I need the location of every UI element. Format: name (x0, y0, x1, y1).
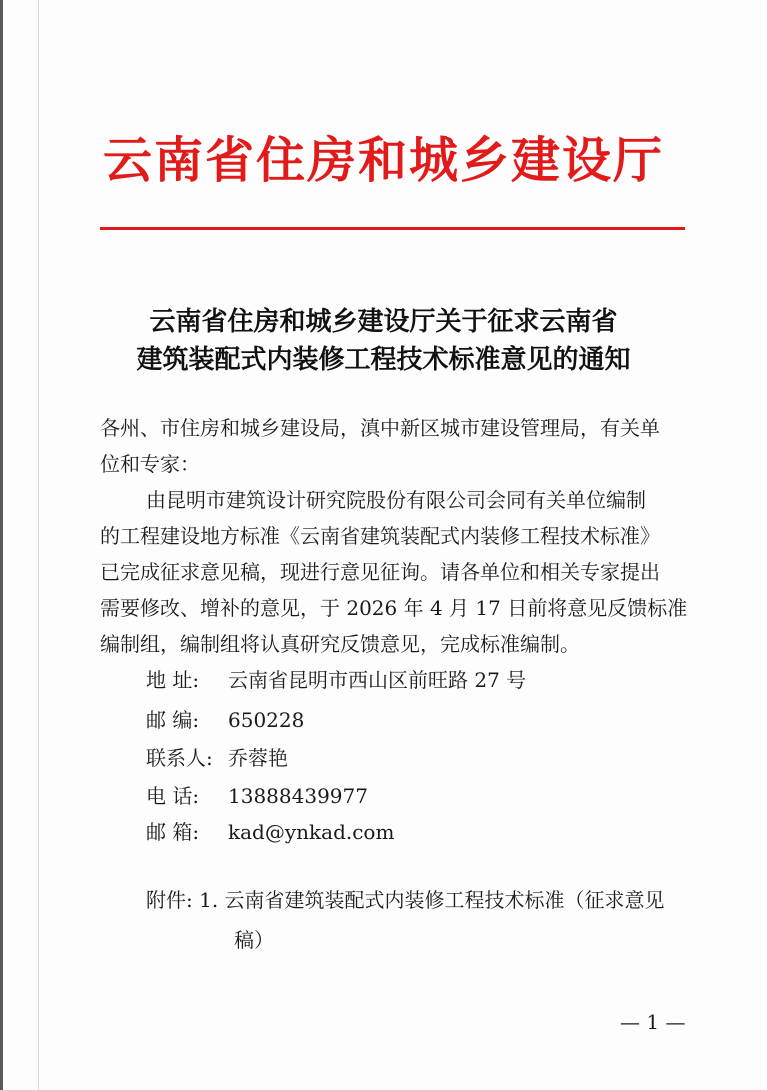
addressee-line-2: 位和专家： (100, 452, 200, 476)
contact-postcode-value: 650228 (228, 708, 305, 732)
attachment-line-2: 稿） (234, 928, 274, 952)
contact-postcode-label: 邮 编: (146, 708, 200, 732)
contact-person-value: 乔蓉艳 (228, 746, 288, 770)
contact-person-label: 联系人: (146, 746, 213, 770)
body-line-3: 已完成征求意见稿，现进行意见征询。请各单位和相关专家提出 (100, 560, 660, 584)
page-number: — 1 — (620, 1010, 686, 1034)
org-header-title: 云南省住房和城乡建设厅 (102, 131, 664, 189)
contact-postcode (146, 706, 304, 734)
attachment-line-1: 附件: 1. 云南省建筑装配式内装修工程技术标准（征求意见 (146, 888, 665, 912)
body-line-5: 编制组，编制组将认真研究反馈意见，完成标准编制。 (100, 632, 580, 656)
contact-phone-value: 13888439977 (228, 784, 368, 808)
contact-email-value: kad@ynkad.com (228, 820, 395, 844)
addressee-line-1: 各州、市住房和城乡建设局，滇中新区城市建设管理局，有关单 (100, 416, 660, 440)
contact-person (146, 744, 288, 772)
contact-address (146, 666, 526, 694)
body-line-4: 需要修改、增补的意见，于 2026 年 4 月 17 日前将意见反馈标准 (100, 596, 688, 620)
doc-title-line-1: 云南省住房和城乡建设厅关于征求云南省 (149, 307, 618, 337)
body-line-2: 的工程建设地方标准《云南省建筑装配式内装修工程技术标准》 (100, 524, 660, 548)
contact-email-label: 邮 箱: (146, 820, 200, 844)
contact-address-label: 地 址: (146, 668, 200, 692)
doc-title-line-2: 建筑装配式内装修工程技术标准意见的通知 (136, 345, 631, 375)
contact-email (146, 818, 394, 846)
contact-phone (146, 782, 368, 810)
body-line-1: 由昆明市建筑设计研究院股份有限公司会同有关单位编制 (146, 488, 646, 512)
contact-phone-label: 电 话: (146, 784, 200, 808)
header-red-rule (100, 227, 685, 230)
contact-address-value: 云南省昆明市西山区前旺路 27 号 (228, 668, 527, 692)
